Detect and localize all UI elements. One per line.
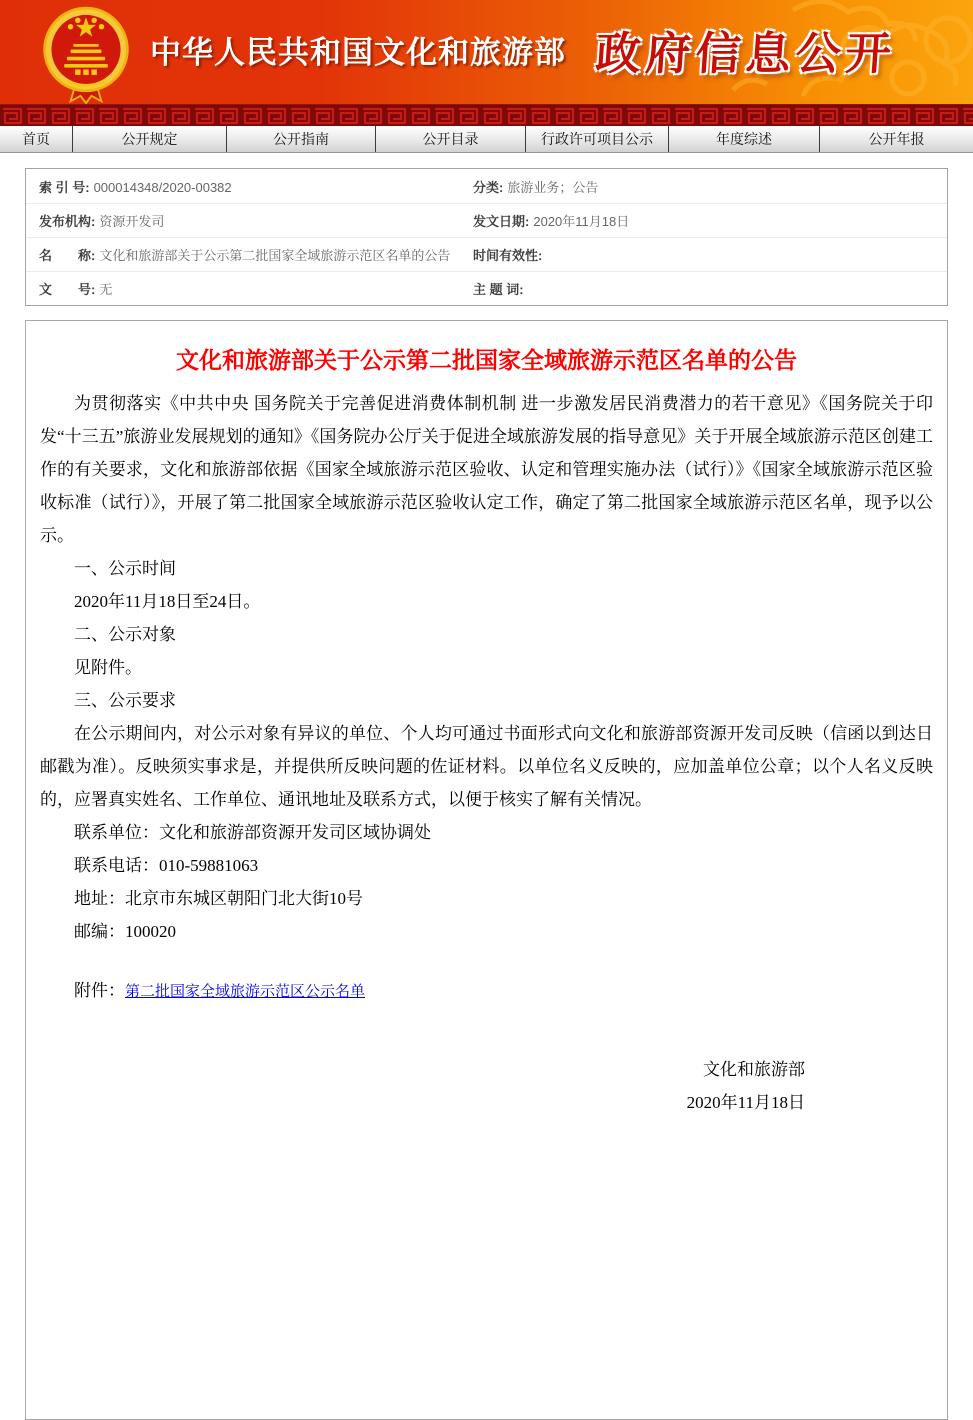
publicity-object-value: 见附件。 (74, 658, 142, 677)
attachment-row (40, 974, 933, 1009)
contact-unit-line: 联系单位：文化和旅游部资源开发司区域协调处 (74, 823, 431, 842)
announcement-paragraph: 在公示期间内，对公示对象有异议的单位、个人均可通过书面形式向文化和旅游部资源开发司反映（信函以到达日邮戳为准）。反映须实事求是，并提供所反映问题的佐证材料。以单位名义反映的，应加盖单位公章；以个人名义反映的，应署真实姓名、工作单位、通讯地址及联系方式，以便于核实了解有关情况。 (40, 724, 933, 809)
meander-pattern (0, 104, 973, 126)
time-validity-label: 时间有效性: (473, 248, 543, 263)
meander-pattern-band (0, 104, 973, 126)
header-banner (0, 0, 973, 104)
main-navigation (0, 126, 973, 153)
category-value: 旅游业务；公告 (507, 179, 599, 195)
metadata-row-index-category (26, 169, 947, 203)
nav-item-disclosure-rules[interactable]: 公开规定 (73, 126, 227, 152)
metadata-row-docnumber-keywords (26, 271, 947, 305)
nav-item-disclosure-catalog[interactable]: 公开目录 (376, 126, 526, 152)
issuing-agency-label: 发布机构: (39, 214, 96, 229)
index-number-value: 000014348/2020-00382 (93, 179, 232, 195)
index-number-label: 索 引 号: (39, 179, 90, 195)
contact-postcode-line: 邮编：100020 (74, 922, 176, 941)
site-title: 中华人民共和国文化和旅游部 (150, 35, 566, 70)
announcement-content-box (25, 320, 948, 1420)
announcement-title: 文化和旅游部关于公示第二批国家全域旅游示范区名单的公告 (176, 347, 797, 373)
section-heading-publicity-requirements: 三、公示要求 (74, 691, 176, 710)
category-label: 分类: (473, 179, 504, 195)
metadata-row-agency-date (26, 203, 947, 237)
document-number-value: 无 (99, 282, 113, 297)
metadata-row-name-validity (26, 237, 947, 271)
issue-date-label: 发文日期: (473, 214, 530, 229)
section-heading-publicity-object: 二、公示对象 (74, 625, 176, 644)
contact-address-line: 地址：北京市东城区朝阳门北大街10号 (74, 889, 363, 908)
publicity-time-value: 2020年11月18日至24日。 (74, 592, 261, 611)
nav-item-annual-summary[interactable]: 年度综述 (669, 126, 820, 152)
nav-item-admin-license-publicity[interactable]: 行政许可项目公示 (526, 126, 669, 152)
issue-date-value: 2020年11月18日 (533, 214, 630, 229)
document-name-value: 文化和旅游部关于公示第二批国家全域旅游示范区名单的公告 (99, 248, 451, 263)
announcement-paragraph: 为贯彻落实《中共中央 国务院关于完善促进消费体制机制 进一步激发居民消费潜力的若干意见》《国务院关于印发“十三五”旅游业发展规划的通知》《国务院办公厅关于促进全域旅游发展的指导意见》关于开展全域旅游示范区创建工作的有关要求，文化和旅游部依据《国家全域旅游示范区验收、认定和管理实施办法（试行）》《国家全域旅游示范区验收标准（试行）》，开展了第二批国家全域旅游示范区验收认定工作，确定了第二批国家全域旅游示范区名单，现予以公示。 (40, 394, 933, 545)
issuing-agency-value: 资源开发司 (99, 214, 165, 229)
document-name-label: 名 称: (39, 248, 96, 263)
document-number-label: 文 号: (39, 282, 96, 297)
nav-item-annual-report[interactable]: 公开年报 (868, 131, 925, 147)
gov-info-disclosure-title: 政府信息公开 (593, 29, 898, 79)
contact-phone-line: 联系电话：010-59881063 (74, 856, 259, 875)
signature-date: 2020年11月18日 (686, 1093, 805, 1112)
nav-item-disclosure-guide[interactable]: 公开指南 (227, 126, 376, 152)
section-heading-publicity-time: 一、公示时间 (74, 559, 176, 578)
keywords-label: 主 题 词: (473, 282, 524, 297)
attachment-link[interactable]: 第二批国家全域旅游示范区公示名单 (125, 984, 366, 1000)
national-emblem-icon (40, 4, 132, 104)
document-metadata-table (25, 168, 948, 306)
attachment-label: 附件： (74, 981, 125, 1000)
signature-org: 文化和旅游部 (703, 1060, 805, 1079)
signature-block (40, 1053, 933, 1119)
nav-item-home[interactable]: 首页 (0, 126, 73, 152)
